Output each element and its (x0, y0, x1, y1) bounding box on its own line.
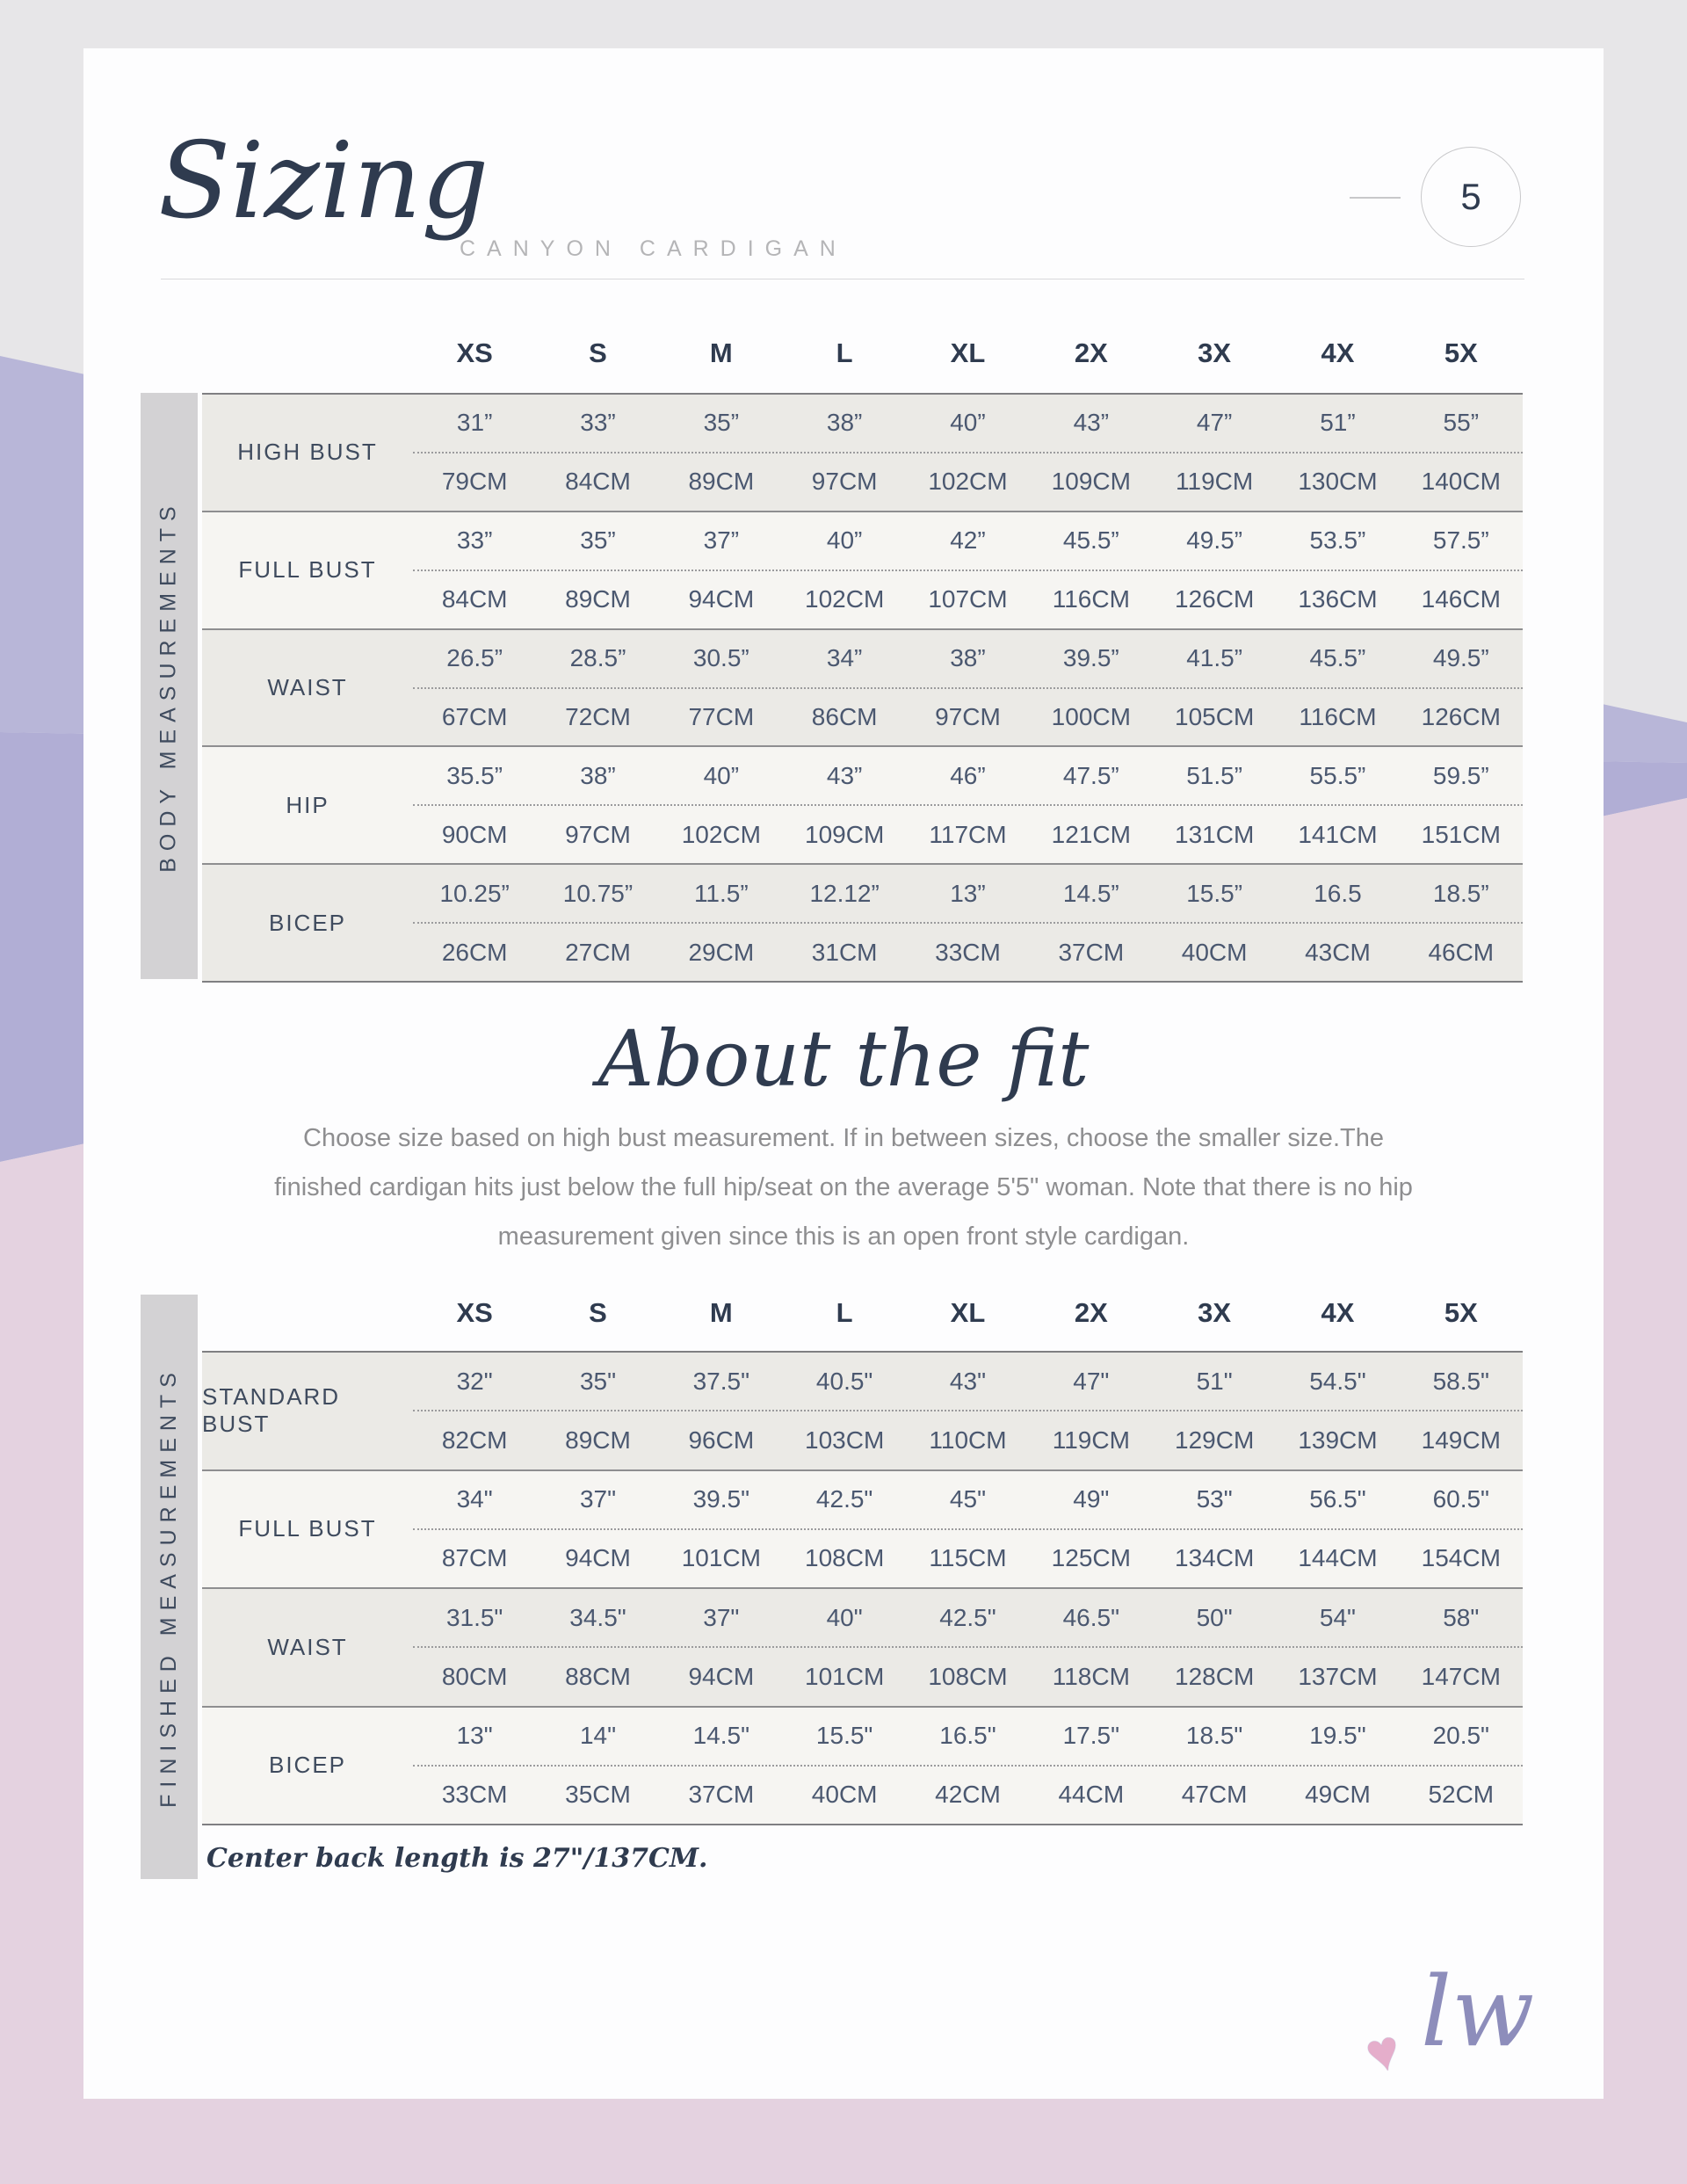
row-values (413, 1708, 1523, 1825)
cm-value: 47CM (1181, 1781, 1248, 1809)
cm-value: 101CM (805, 1662, 885, 1690)
cm-value: 33CM (935, 938, 1001, 966)
inch-value: 30.5” (692, 644, 749, 672)
size-column-header: 2X (1074, 1297, 1108, 1328)
cm-value: 119CM (1176, 468, 1254, 496)
inch-value: 14.5” (1062, 879, 1119, 907)
row-label: HIGH BUST (237, 439, 378, 466)
inch-value: 45.5” (1309, 644, 1366, 672)
inch-value: 35” (580, 526, 616, 555)
cm-value: 96CM (688, 1426, 755, 1454)
inch-value: 45" (949, 1485, 987, 1513)
inch-value: 59.5” (1432, 761, 1489, 789)
cm-value: 43CM (1305, 938, 1371, 966)
inch-line (413, 1353, 1523, 1410)
cm-value: 105CM (1175, 702, 1255, 730)
inch-value: 37" (579, 1485, 617, 1513)
size-column-header: 4X (1321, 1297, 1355, 1328)
cm-value: 26CM (441, 938, 508, 966)
cm-value: 149CM (1421, 1426, 1501, 1454)
table-row (202, 1469, 1523, 1588)
inch-value: 35" (579, 1367, 617, 1395)
inch-value: 41.5” (1186, 644, 1243, 672)
cm-line (413, 806, 1523, 863)
cm-value: 100CM (1051, 702, 1131, 730)
finished-measurements-strip (141, 1295, 198, 1879)
cm-value: 121CM (1051, 820, 1131, 848)
cm-value: 116CM (1299, 702, 1377, 730)
cm-value: 89CM (565, 585, 631, 613)
cm-value: 146CM (1421, 585, 1501, 613)
inch-line (413, 1708, 1523, 1765)
cm-value: 90CM (441, 820, 508, 848)
body-measurements-strip (141, 393, 198, 979)
cm-value: 110CM (929, 1426, 1007, 1454)
row-label: STANDARD BUST (202, 1383, 341, 1438)
cm-value: 97CM (565, 820, 631, 848)
inch-value: 42.5" (939, 1603, 996, 1631)
cm-value: 84CM (565, 468, 631, 496)
inch-value: 34” (826, 644, 863, 672)
cm-value: 107CM (928, 585, 1008, 613)
inch-value: 60.5" (1432, 1485, 1489, 1513)
inch-value: 18.5” (1432, 879, 1489, 907)
inch-value: 35.5” (446, 761, 503, 789)
inch-value: 54.5" (1309, 1367, 1366, 1395)
cm-value: 97CM (935, 702, 1001, 730)
cm-value: 108CM (928, 1662, 1008, 1690)
inch-value: 46” (950, 761, 986, 789)
cm-value: 139CM (1298, 1426, 1378, 1454)
body-size-header-row (413, 331, 1523, 375)
inch-value: 11.5” (693, 879, 749, 907)
cm-value: 101CM (681, 1544, 761, 1572)
inch-value: 38” (826, 409, 863, 437)
inch-value: 55” (1443, 409, 1480, 437)
inch-value: 40.5" (815, 1367, 873, 1395)
inch-value: 46.5" (1062, 1603, 1120, 1631)
inch-value: 50" (1196, 1603, 1233, 1631)
size-column-header: S (589, 1297, 607, 1328)
inch-value: 32" (456, 1367, 493, 1395)
cm-value: 131CM (1175, 820, 1255, 848)
size-column-header: 4X (1321, 337, 1355, 368)
cm-value: 33CM (441, 1781, 508, 1809)
inch-value: 13” (950, 879, 986, 907)
row-values (413, 512, 1523, 628)
cm-value: 46CM (1428, 938, 1495, 966)
cm-line (413, 571, 1523, 628)
product-name: CANYON CARDIGAN (460, 236, 847, 261)
inch-value: 17.5" (1062, 1722, 1120, 1750)
inch-value: 43” (1073, 409, 1110, 437)
inch-value: 40" (826, 1603, 863, 1631)
about-the-fit-text (185, 1114, 1502, 1261)
row-label: BICEP (268, 909, 347, 936)
brand-logo (1358, 1955, 1560, 2122)
row-label: HIP (286, 791, 329, 818)
cm-value: 72CM (565, 702, 631, 730)
cm-value: 94CM (688, 585, 755, 613)
cm-value: 147CM (1421, 1662, 1501, 1690)
inch-value: 53" (1196, 1485, 1233, 1513)
inch-value: 58.5" (1432, 1367, 1489, 1395)
cm-line (413, 1530, 1523, 1587)
inch-value: 45.5” (1062, 526, 1119, 555)
table-row (202, 628, 1523, 746)
inch-value: 49.5” (1186, 526, 1243, 555)
inch-value: 13" (456, 1722, 493, 1750)
cm-value: 94CM (688, 1662, 755, 1690)
size-column-header: L (836, 337, 853, 368)
inch-value: 18.5" (1185, 1722, 1243, 1750)
inch-value: 47" (1073, 1367, 1110, 1395)
inch-value: 42.5" (815, 1485, 873, 1513)
row-label: BICEP (268, 1752, 347, 1779)
inch-value: 33” (580, 409, 616, 437)
row-values (413, 395, 1523, 511)
inch-value: 40” (703, 761, 740, 789)
body-measurements-strip-label: BODY MEASUREMENTS (156, 499, 182, 873)
row-values (413, 865, 1523, 981)
cm-line (413, 1648, 1523, 1705)
cm-value: 144CM (1298, 1544, 1378, 1572)
inch-value: 15.5” (1186, 879, 1243, 907)
size-column-header: XS (456, 1297, 493, 1328)
heart-icon: ♥ (1358, 2016, 1408, 2086)
cm-value: 108CM (805, 1544, 885, 1572)
inch-value: 49.5” (1432, 644, 1489, 672)
cm-value: 87CM (441, 1544, 508, 1572)
inch-value: 38” (580, 761, 616, 789)
inch-value: 54" (1319, 1603, 1356, 1631)
page-number-dash (1350, 197, 1401, 199)
cm-value: 40CM (1181, 938, 1248, 966)
inch-value: 51” (1320, 409, 1356, 437)
inch-value: 56.5" (1309, 1485, 1366, 1513)
page-number-badge (1421, 147, 1521, 247)
inch-value: 16.5 (1314, 879, 1362, 907)
cm-value: 37CM (688, 1781, 755, 1809)
table-row (202, 745, 1523, 863)
finished-size-header-row (413, 1291, 1523, 1335)
inch-value: 10.75” (562, 879, 634, 907)
cm-value: 109CM (805, 820, 885, 848)
row-values (413, 1471, 1523, 1588)
inch-value: 37” (703, 526, 740, 555)
table-row (202, 395, 1523, 511)
cm-value: 79CM (441, 468, 508, 496)
cm-value: 125CM (1051, 1544, 1131, 1572)
table-row (202, 863, 1523, 981)
size-column-header: M (709, 337, 733, 368)
page-title: Sizing (158, 120, 489, 243)
cm-value: 82CM (441, 1426, 508, 1454)
cm-value: 27CM (565, 938, 631, 966)
inch-value: 19.5" (1309, 1722, 1366, 1750)
cm-value: 126CM (1175, 585, 1255, 613)
inch-value: 12.12” (809, 879, 880, 907)
cm-value: 154CM (1421, 1544, 1501, 1572)
inch-value: 39.5" (692, 1485, 750, 1513)
cm-value: 31CM (811, 938, 878, 966)
inch-value: 26.5” (446, 644, 503, 672)
body-measurements-table (202, 393, 1523, 983)
cm-value: 119CM (1052, 1426, 1130, 1454)
cm-value: 49CM (1305, 1781, 1371, 1809)
inch-value: 34.5" (569, 1603, 626, 1631)
inch-line (413, 1471, 1523, 1528)
cm-line (413, 453, 1523, 511)
finished-measurements-table (202, 1351, 1523, 1825)
cm-value: 97CM (811, 468, 878, 496)
inch-value: 55.5” (1309, 761, 1366, 789)
cm-value: 40CM (811, 1781, 878, 1809)
size-column-header: XL (950, 337, 986, 368)
about-line-1: Choose size based on high bust measurement. If in between sizes, choose the smaller size.The (303, 1124, 1384, 1152)
cm-value: 109CM (1051, 468, 1131, 496)
inch-value: 37.5" (692, 1367, 750, 1395)
row-values (413, 747, 1523, 863)
cm-value: 118CM (1052, 1662, 1130, 1690)
inch-line (413, 512, 1523, 570)
inch-line (413, 630, 1523, 687)
row-label: WAIST (267, 1633, 348, 1660)
page (83, 48, 1604, 2099)
size-column-header: S (589, 337, 607, 368)
cm-value: 134CM (1175, 1544, 1255, 1572)
inch-value: 43” (826, 761, 863, 789)
cm-value: 89CM (565, 1426, 631, 1454)
cm-value: 52CM (1428, 1781, 1495, 1809)
size-column-header: 3X (1198, 337, 1232, 368)
page-number: 5 (1460, 176, 1481, 217)
inch-value: 40” (950, 409, 986, 437)
inch-value: 40” (826, 526, 863, 555)
cm-value: 130CM (1298, 468, 1378, 496)
cm-value: 103CM (805, 1426, 885, 1454)
cm-value: 115CM (929, 1544, 1007, 1572)
inch-line (413, 395, 1523, 452)
row-values (413, 1589, 1523, 1706)
cm-line (413, 1767, 1523, 1824)
cm-value: 37CM (1058, 938, 1125, 966)
inch-value: 14" (579, 1722, 617, 1750)
inch-value: 49" (1073, 1485, 1110, 1513)
about-line-2: finished cardigan hits just below the full hip/seat on the average 5'5" woman. Note that there is no hip (274, 1173, 1413, 1201)
about-the-fit-heading: About the fit (597, 1013, 1090, 1104)
row-label: FULL BUST (238, 556, 377, 584)
inch-value: 53.5” (1309, 526, 1366, 555)
inch-value: 10.25” (439, 879, 510, 907)
size-column-header: 2X (1074, 337, 1108, 368)
row-label: WAIST (267, 673, 348, 700)
cm-value: 102CM (681, 820, 761, 848)
cm-line (413, 689, 1523, 746)
row-values (413, 630, 1523, 746)
cm-value: 35CM (565, 1781, 631, 1809)
cm-value: 77CM (688, 702, 755, 730)
table-row (202, 1706, 1523, 1825)
inch-line (413, 747, 1523, 804)
inch-value: 38” (950, 644, 986, 672)
inch-value: 16.5" (939, 1722, 996, 1750)
cm-value: 80CM (441, 1662, 508, 1690)
inch-value: 47” (1196, 409, 1233, 437)
cm-value: 126CM (1421, 702, 1501, 730)
cm-value: 129CM (1175, 1426, 1255, 1454)
center-back-length-note: Center back length is 27"/137CM. (206, 1843, 708, 1874)
cm-value: 102CM (805, 585, 885, 613)
inch-value: 42” (950, 526, 986, 555)
inch-line (413, 1589, 1523, 1646)
inch-value: 37" (703, 1603, 740, 1631)
inch-value: 28.5” (569, 644, 626, 672)
cm-value: 117CM (929, 820, 1007, 848)
inch-value: 14.5" (692, 1722, 750, 1750)
inch-value: 20.5" (1432, 1722, 1489, 1750)
size-column-header: 5X (1444, 337, 1478, 368)
cm-value: 84CM (441, 585, 508, 613)
cm-value: 94CM (565, 1544, 631, 1572)
cm-value: 102CM (928, 468, 1008, 496)
cm-value: 44CM (1058, 1781, 1125, 1809)
size-column-header: 5X (1444, 1297, 1478, 1328)
cm-line (413, 924, 1523, 981)
cm-value: 136CM (1298, 585, 1378, 613)
inch-value: 31.5" (445, 1603, 503, 1631)
inch-value: 58" (1443, 1603, 1480, 1631)
size-column-header: XL (950, 1297, 986, 1328)
cm-value: 42CM (935, 1781, 1001, 1809)
brand-logo-letters: lw (1421, 1955, 1535, 2068)
inch-value: 47.5” (1062, 761, 1119, 789)
cm-value: 116CM (1052, 585, 1130, 613)
cm-value: 140CM (1421, 468, 1501, 496)
table-row (202, 1587, 1523, 1706)
inch-value: 51.5” (1186, 761, 1243, 789)
cm-value: 137CM (1298, 1662, 1378, 1690)
table-row (202, 511, 1523, 628)
inch-value: 33” (456, 526, 493, 555)
cm-value: 141CM (1298, 820, 1378, 848)
size-column-header: 3X (1198, 1297, 1232, 1328)
table-row (202, 1353, 1523, 1469)
inch-value: 57.5” (1432, 526, 1489, 555)
inch-value: 35” (703, 409, 740, 437)
row-values (413, 1353, 1523, 1469)
cm-value: 88CM (565, 1662, 631, 1690)
inch-value: 34" (456, 1485, 493, 1513)
inch-value: 31” (456, 409, 493, 437)
inch-value: 51" (1196, 1367, 1233, 1395)
finished-measurements-strip-label: FINISHED MEASUREMENTS (156, 1366, 182, 1808)
size-column-header: XS (456, 337, 493, 368)
cm-value: 29CM (688, 938, 755, 966)
cm-value: 89CM (688, 468, 755, 496)
inch-line (413, 865, 1523, 922)
about-line-3: measurement given since this is an open front style cardigan. (497, 1223, 1190, 1251)
inch-value: 43" (949, 1367, 987, 1395)
inch-value: 39.5” (1062, 644, 1119, 672)
size-column-header: M (709, 1297, 733, 1328)
cm-value: 128CM (1175, 1662, 1255, 1690)
cm-value: 86CM (811, 702, 878, 730)
row-label: FULL BUST (238, 1515, 377, 1542)
inch-value: 15.5" (815, 1722, 873, 1750)
size-column-header: L (836, 1297, 853, 1328)
cm-value: 151CM (1421, 820, 1501, 848)
cm-value: 67CM (441, 702, 508, 730)
cm-line (413, 1411, 1523, 1469)
